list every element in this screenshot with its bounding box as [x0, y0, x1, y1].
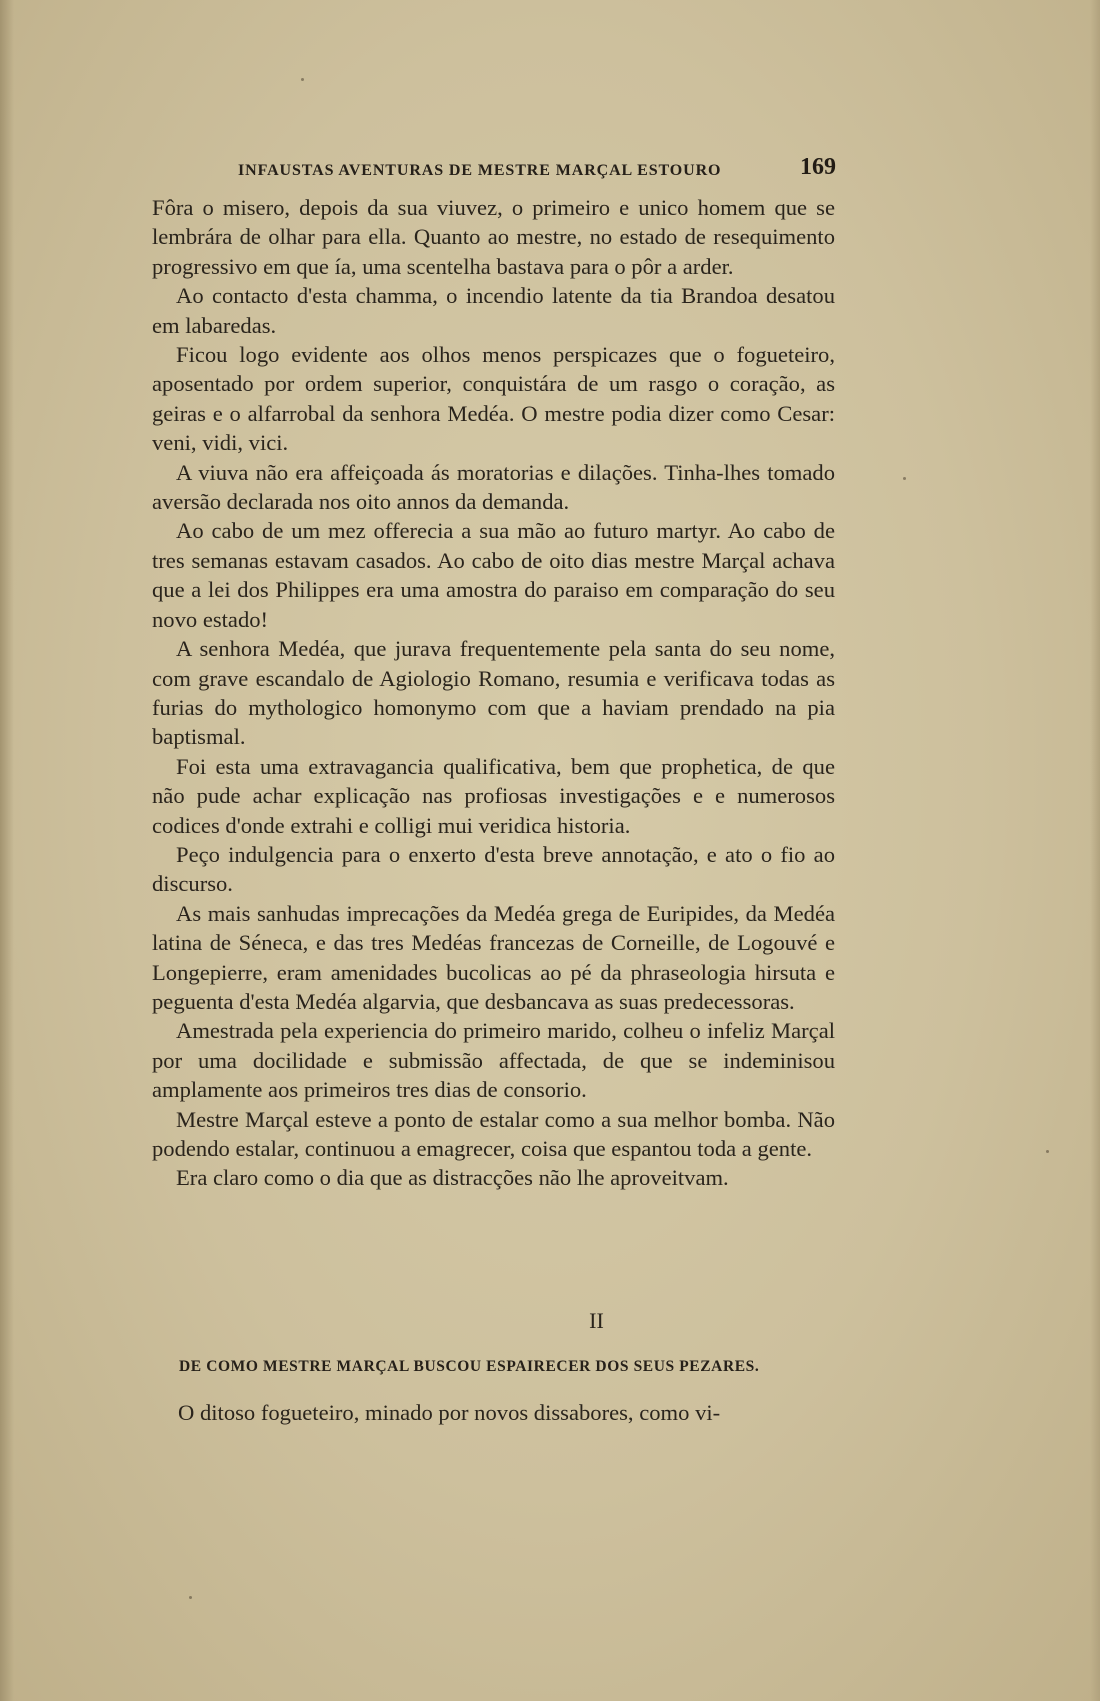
paragraph: Foi esta uma extravagancia qualificativa, bem que prophetica, de que não pude achar explicação nas profiosas investigações e e numerosos codices d'onde extrahi e colligi mui veridica historia.	[152, 753, 835, 838]
paragraph: A senhora Medéa, que jurava frequentemente pela santa do seu nome, com grave escandalo de Agiologio Romano, resumia e verificava todas as furias do mythologico homonymo com que a haviam prendado na pia baptismal.	[152, 636, 835, 750]
page-edge-shadow-left	[0, 0, 14, 1701]
paragraph: Amestrada pela experiencia do primeiro marido, colheu o infeliz Marçal por uma docilidade e submissão affectada, de que se indeminisou amplamente aos primeiros tres dias de consorio.	[152, 1018, 835, 1103]
section-opening-line: O ditoso fogueteiro, minado por novos dissabores, como vi-	[178, 1400, 721, 1425]
section-number-text: II	[589, 1308, 604, 1333]
paper-speck	[301, 78, 304, 81]
paragraph: Peço indulgencia para o enxerto d'esta breve annotação, e ato o fio ao discurso.	[152, 841, 835, 897]
page-edge-shadow-right	[1090, 0, 1100, 1701]
paragraph: Fôra o misero, depois da sua viuvez, o primeiro e unico homem que se lembrára de olhar para ella. Quanto ao mestre, no estado de resequimento progressivo em que ía, uma scentelha bastava para o pôr a arder.	[152, 195, 835, 279]
paper-speck	[903, 477, 906, 480]
paper-speck	[189, 1596, 192, 1599]
section-title: DE COMO MESTRE MARÇAL BUSCOU ESPAIRECER DOS SEUS PEZARES.	[179, 1358, 760, 1375]
section-number	[0, 1308, 1100, 1334]
paragraph: Ao contacto d'esta chamma, o incendio latente da tia Brandoa desatou em labaredas.	[152, 283, 835, 338]
body-text	[152, 193, 835, 1193]
paragraph: Era claro como o dia que as distracções não lhe aproveitvam.	[176, 1165, 729, 1191]
page-number: 169	[800, 154, 836, 180]
paper-speck	[1046, 1150, 1049, 1153]
running-head-title: INFAUSTAS AVENTURAS DE MESTRE MARÇAL ESTOURO	[238, 162, 722, 179]
paragraph: A viuva não era affeiçoada ás moratorias e dilações. Tinha-lhes tomado aversão declarada nos oito annos da demanda.	[152, 459, 835, 515]
paragraph: Ficou logo evidente aos olhos menos perspicazes que o fogueteiro, aposentado por ordem superior, conquistára de um rasgo o coração, as geiras e o alfarrobal da senhora Medéa. O mestre podia dizer como Cesar: veni, vidi, vici.	[152, 342, 835, 456]
paragraph: Mestre Marçal esteve a ponto de estalar como a sua melhor bomba. Não podendo estalar, continuou a emagrecer, coisa que espantou toda a gente.	[152, 1106, 835, 1161]
running-head	[238, 154, 836, 190]
paragraph: As mais sanhudas imprecações da Medéa grega de Euripides, da Medéa latina de Séneca, e das tres Medéas francezas de Corneille, de Logouvé e Longepierre, eram amenidades bucolicas ao pé da phraseologia hirsuta e peguenta d'esta Medéa algarvia, que desbancava as suas predecessoras.	[152, 900, 835, 1014]
paragraph: Ao cabo de um mez offerecia a sua mão ao futuro martyr. Ao cabo de tres semanas estavam casados. Ao cabo de oito dias mestre Marçal achava que a lei dos Philippes era uma amostra do paraiso em comparação do seu novo estado!	[152, 518, 835, 632]
